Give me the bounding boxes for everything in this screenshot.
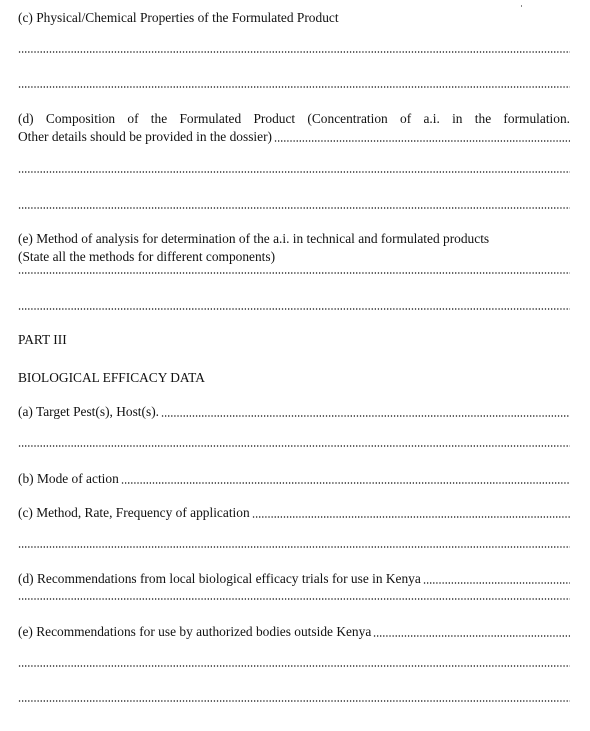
answer-line[interactable] [252, 516, 570, 518]
item-d-label: (d) Recommendations from local biological efficacy trials for use in Kenya [18, 571, 421, 586]
item-e-label: (e) Recommendations for use by authorized bodies outside Kenya [18, 624, 372, 639]
section-e-method-line1: (e) Method of analysis for determination of the a.i. in technical and formulated products [18, 231, 490, 246]
item-a-target-pests[interactable] [18, 404, 570, 420]
answer-line[interactable] [18, 700, 570, 702]
answer-line[interactable] [161, 415, 570, 417]
item-b-mode-of-action[interactable] [18, 471, 570, 487]
section-d-composition-line1: (d) Composition of the Formulated Product (Concentration of a.i. in the formulation. [18, 111, 570, 126]
section-d-composition-text: Other details should be provided in the dossier) [18, 129, 272, 144]
answer-line[interactable] [121, 482, 570, 484]
answer-line[interactable] [18, 308, 570, 310]
answer-line[interactable] [274, 140, 570, 142]
section-c-physical-properties: (c) Physical/Chemical Properties of the Formulated Product [18, 10, 339, 25]
part-heading: PART III [18, 332, 67, 347]
answer-line[interactable] [423, 582, 570, 584]
answer-line[interactable] [18, 665, 570, 667]
answer-line[interactable] [18, 207, 570, 209]
section-e-method-line2: (State all the methods for different components) [18, 249, 276, 264]
scan-mark [521, 5, 522, 7]
answer-line[interactable] [18, 272, 570, 274]
item-c-label: (c) Method, Rate, Frequency of application [18, 505, 250, 520]
answer-line[interactable] [18, 51, 570, 53]
answer-line[interactable] [18, 445, 570, 447]
answer-line[interactable] [18, 86, 570, 88]
item-c-method-rate[interactable] [18, 505, 570, 521]
efficacy-heading: BIOLOGICAL EFFICACY DATA [18, 370, 205, 385]
item-d-local-trials[interactable] [18, 571, 570, 587]
answer-line[interactable] [18, 171, 570, 173]
item-e-authorized-bodies[interactable] [18, 624, 570, 640]
section-d-composition-line2[interactable] [18, 129, 570, 145]
item-b-label: (b) Mode of action [18, 471, 119, 486]
answer-line[interactable] [18, 598, 570, 600]
item-a-label: (a) Target Pest(s), Host(s). [18, 404, 159, 419]
answer-line[interactable] [18, 546, 570, 548]
answer-line[interactable] [373, 635, 570, 637]
